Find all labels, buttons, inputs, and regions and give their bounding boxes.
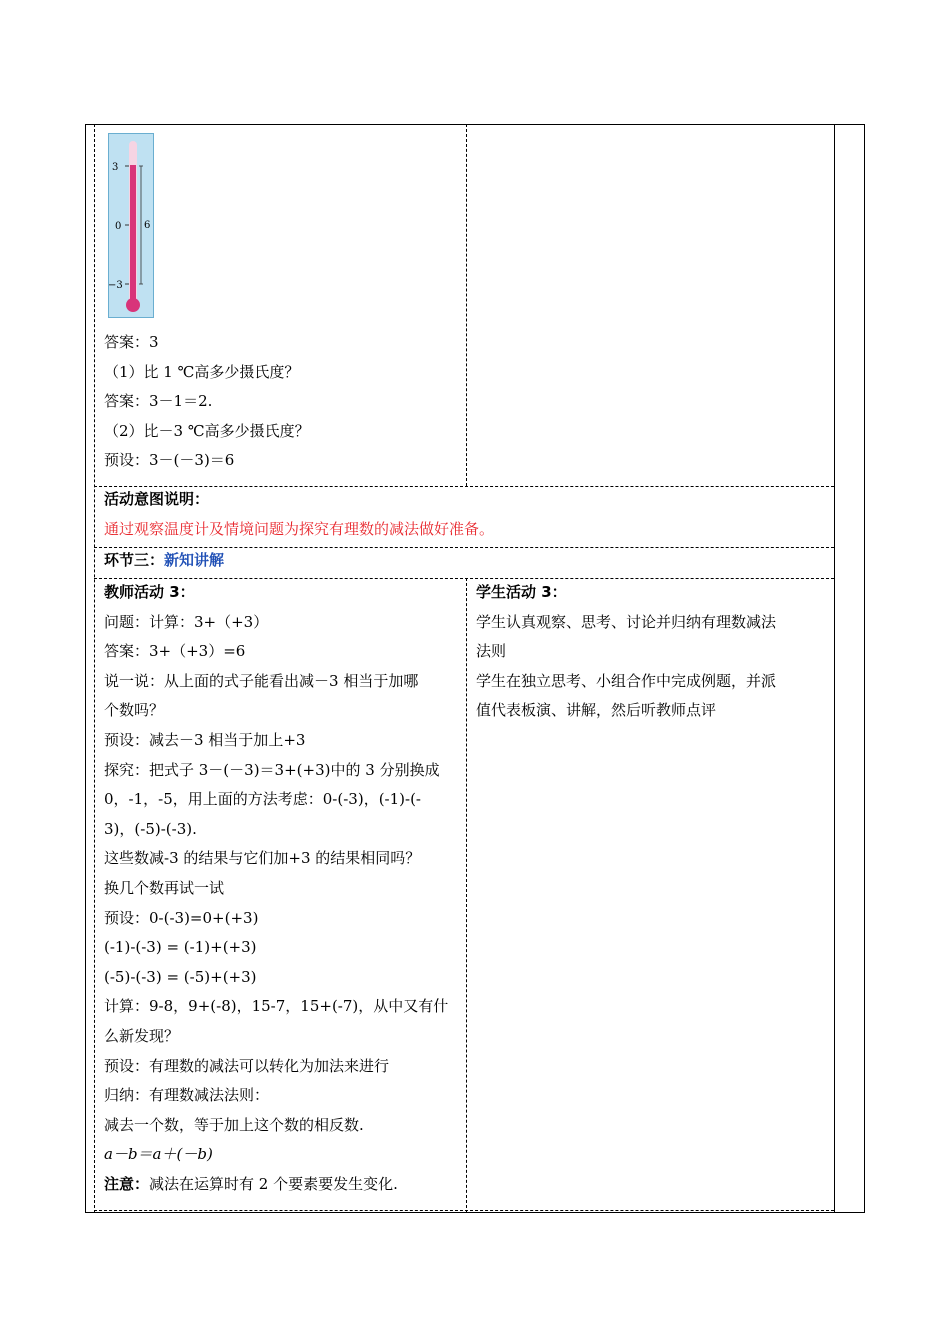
teacher-line: 减去一个数，等于加上这个数的相反数. (104, 1115, 364, 1134)
student-line: 学生认真观察、思考、讨论并归纳有理数减法 (476, 612, 777, 631)
thermometer-figure (108, 133, 154, 318)
row-divider-bottom (94, 1210, 834, 1211)
thermometer-mercury (130, 165, 136, 305)
section-title: 新知讲解 (164, 551, 225, 569)
teacher-line: 个数吗？ (104, 701, 165, 720)
teacher-line: 预设：减去－3 相当于加上+3 (104, 730, 306, 749)
subtraction-formula: a－b＝a＋(－b) (104, 1145, 213, 1164)
top-line: （2）比－3 ℃高多少摄氏度？ (104, 421, 310, 440)
top-line: 答案：3 (104, 333, 159, 351)
tick-label-minus-3: −3 (108, 280, 123, 291)
teacher-line: 探究：把式子 3－(－3)＝3+(+3)中的 3 分别换成 (104, 760, 440, 779)
thermometer-bulb (126, 298, 140, 312)
teacher-line: 问题：计算：3+（+3） (104, 612, 269, 631)
teacher-line: (-1)-(-3) = (-1)+(+3) (104, 938, 257, 957)
top-line: 预设：3－(－3)＝6 (104, 451, 235, 470)
teacher-line: 归纳：有理数减法法则： (104, 1086, 270, 1105)
student-line: 学生在独立思考、小组合作中完成例题，并派 (476, 671, 777, 690)
top-line: 答案：3－1＝2. (104, 392, 213, 411)
student-heading: 学生活动 3： (476, 583, 567, 601)
teacher-line: 计算：9-8，9+(-8)，15-7，15+(-7)，从中又有什 (104, 997, 449, 1016)
teacher-heading: 教师活动 3： (104, 583, 195, 601)
cell-left-border (94, 124, 95, 1213)
note-label: 注意： (104, 1174, 150, 1193)
student-line: 值代表板演、讲解，然后听教师点评 (476, 701, 717, 720)
cell-divider-top (466, 124, 467, 486)
tick-label-3: 3 (112, 162, 119, 173)
note-text: 减法在运算时有 2 个要素要发生变化. (149, 1174, 398, 1193)
top-line: （1）比 1 ℃高多少摄氏度？ (104, 362, 300, 381)
teacher-line: 说一说：从上面的式子能看出减－3 相当于加哪 (104, 671, 419, 690)
teacher-line: 3)，(-5)-(-3). (104, 819, 197, 838)
student-activity (476, 578, 776, 726)
teacher-line: 预设：0-(-3)=0+(+3) (104, 908, 259, 927)
teacher-line: 答案：3+（+3）=6 (104, 642, 246, 661)
intent-text: 通过观察温度计及情境问题为探究有理数的减法做好准备。 (104, 519, 495, 538)
teacher-line: 预设：有理数的减法可以转化为加法来进行 (104, 1056, 390, 1075)
student-line: 法则 (476, 642, 507, 661)
teacher-line: 换几个数再试一试 (104, 878, 225, 897)
table-right-margin-line (834, 124, 835, 1213)
section-label: 环节三： (104, 551, 165, 569)
teacher-line: 么新发现？ (104, 1026, 180, 1045)
section-header (104, 546, 224, 576)
intent-section (104, 485, 494, 544)
teacher-activity (104, 578, 448, 1199)
teacher-note (104, 1170, 448, 1200)
cell-divider-bottom (466, 578, 467, 1213)
span-label-6: 6 (144, 220, 151, 231)
tick-label-0: 0 (115, 221, 122, 232)
intent-heading: 活动意图说明： (104, 490, 210, 508)
teacher-line: 0，-1，-5，用上面的方法考虑：0-(-3)，(-1)-(- (104, 790, 422, 809)
teacher-line: 这些数减-3 的结果与它们加+3 的结果相同吗？ (104, 849, 421, 868)
top-cell-text (104, 328, 310, 476)
teacher-line: (-5)-(-3) = (-5)+(+3) (104, 967, 257, 986)
